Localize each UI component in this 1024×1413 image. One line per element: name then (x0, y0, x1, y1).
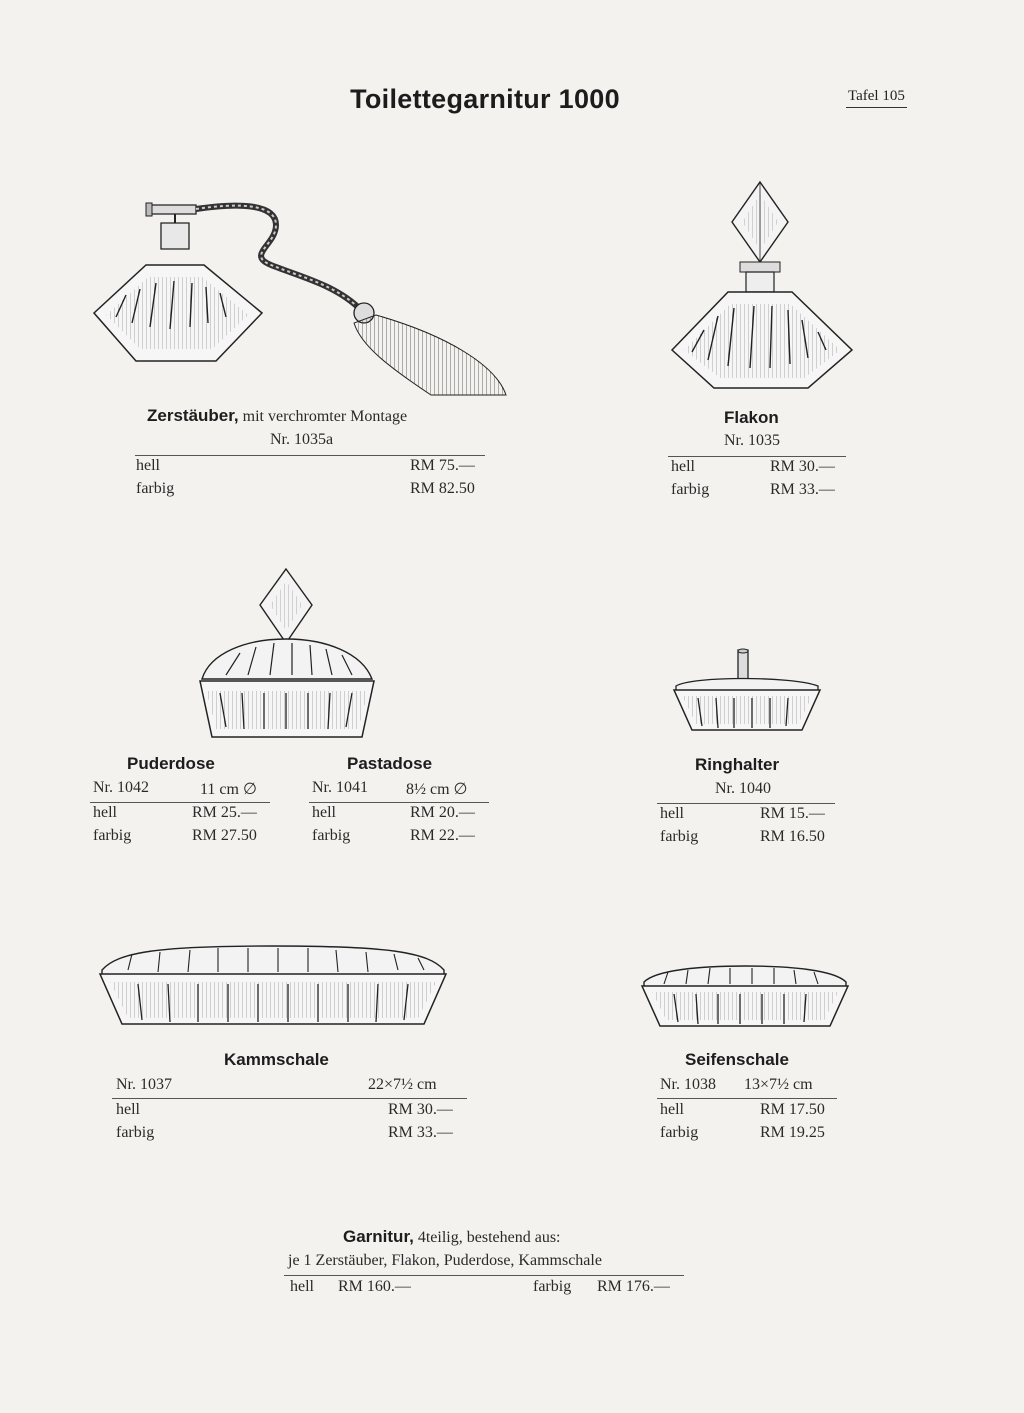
paste-box-farbig-price: RM 22.— (410, 827, 475, 844)
paste-box-divider (309, 802, 489, 803)
set-contents: je 1 Zerstäuber, Flakon, Puderdose, Kammschale (288, 1252, 602, 1269)
atomizer-illustration (86, 195, 516, 400)
powder-box-hell-label: hell (93, 804, 117, 821)
atomizer-divider (135, 455, 485, 456)
comb-tray-divider (112, 1098, 467, 1099)
set-hell-price: RM 160.— (338, 1278, 411, 1295)
atomizer-name: Zerstäuber, (147, 406, 239, 425)
powder-box-divider (90, 802, 270, 803)
flacon-name: Flakon (724, 408, 779, 427)
soap-dish-hell-price: RM 17.50 (760, 1101, 825, 1118)
ring-holder-number: Nr. 1040 (715, 780, 771, 797)
soap-dish-farbig-label: farbig (660, 1124, 699, 1141)
paste-box-size: 8½ cm ∅ (406, 781, 468, 798)
paste-box-name: Pastadose (347, 754, 433, 773)
ring-holder-name: Ringhalter (695, 755, 780, 774)
flacon-hell-label: hell (671, 458, 695, 475)
atomizer-hell-label: hell (136, 457, 160, 474)
soap-dish-number: Nr. 1038 (660, 1076, 716, 1093)
powder-box-name: Puderdose (127, 754, 215, 773)
page-title: Toilettegarnitur 1000 (350, 84, 620, 114)
paste-box-farbig-label: farbig (312, 827, 351, 844)
comb-tray-size: 22×7½ cm (368, 1076, 437, 1093)
soap-dish-size: 13×7½ cm (744, 1076, 813, 1093)
comb-tray-hell-label: hell (116, 1101, 140, 1118)
atomizer-heading (147, 404, 407, 428)
soap-dish-illustration (640, 962, 850, 1032)
comb-tray-farbig-price: RM 33.— (388, 1124, 453, 1141)
ring-holder-hell-price: RM 15.— (760, 805, 825, 822)
powder-box-illustration (196, 567, 378, 747)
set-name: Garnitur, (343, 1227, 414, 1246)
set-description: 4teilig, bestehend aus: (417, 1229, 561, 1246)
soap-dish-divider (657, 1098, 837, 1099)
soap-dish-farbig-price: RM 19.25 (760, 1124, 825, 1141)
paste-box-hell-price: RM 20.— (410, 804, 475, 821)
comb-tray-hell-price: RM 30.— (388, 1101, 453, 1118)
soap-dish-hell-label: hell (660, 1101, 684, 1118)
powder-box-farbig-label: farbig (93, 827, 132, 844)
flacon-illustration (668, 180, 858, 395)
powder-box-hell-price: RM 25.— (192, 804, 257, 821)
soap-dish-name: Seifenschale (685, 1050, 789, 1069)
ring-holder-farbig-price: RM 16.50 (760, 828, 825, 845)
flacon-number: Nr. 1035 (724, 432, 780, 449)
flacon-hell-price: RM 30.— (770, 458, 835, 475)
set-divider (284, 1275, 684, 1276)
atomizer-hell-price: RM 75.— (410, 457, 475, 474)
flacon-farbig-label: farbig (671, 481, 710, 498)
paste-box-hell-label: hell (312, 804, 336, 821)
ring-holder-divider (657, 803, 835, 804)
flacon-farbig-price: RM 33.— (770, 481, 835, 498)
ring-holder-farbig-label: farbig (660, 828, 699, 845)
ring-holder-illustration (672, 648, 822, 738)
powder-box-number: Nr. 1042 (93, 779, 149, 796)
plate-number: Tafel 105 (846, 88, 907, 108)
atomizer-number: Nr. 1035a (270, 431, 334, 448)
set-heading (343, 1225, 561, 1249)
flacon-divider (668, 456, 846, 457)
comb-tray-illustration (98, 940, 448, 1030)
atomizer-farbig-price: RM 82.50 (410, 480, 475, 497)
comb-tray-number: Nr. 1037 (116, 1076, 172, 1093)
comb-tray-name: Kammschale (224, 1050, 329, 1069)
atomizer-farbig-label: farbig (136, 480, 175, 497)
set-hell-label: hell (290, 1278, 314, 1295)
paste-box-number: Nr. 1041 (312, 779, 368, 796)
set-farbig-price: RM 176.— (597, 1278, 670, 1295)
atomizer-description: mit verchromter Montage (242, 408, 408, 425)
comb-tray-farbig-label: farbig (116, 1124, 155, 1141)
powder-box-farbig-price: RM 27.50 (192, 827, 257, 844)
powder-box-size: 11 cm ∅ (200, 781, 257, 798)
ring-holder-hell-label: hell (660, 805, 684, 822)
set-farbig-label: farbig (533, 1278, 572, 1295)
